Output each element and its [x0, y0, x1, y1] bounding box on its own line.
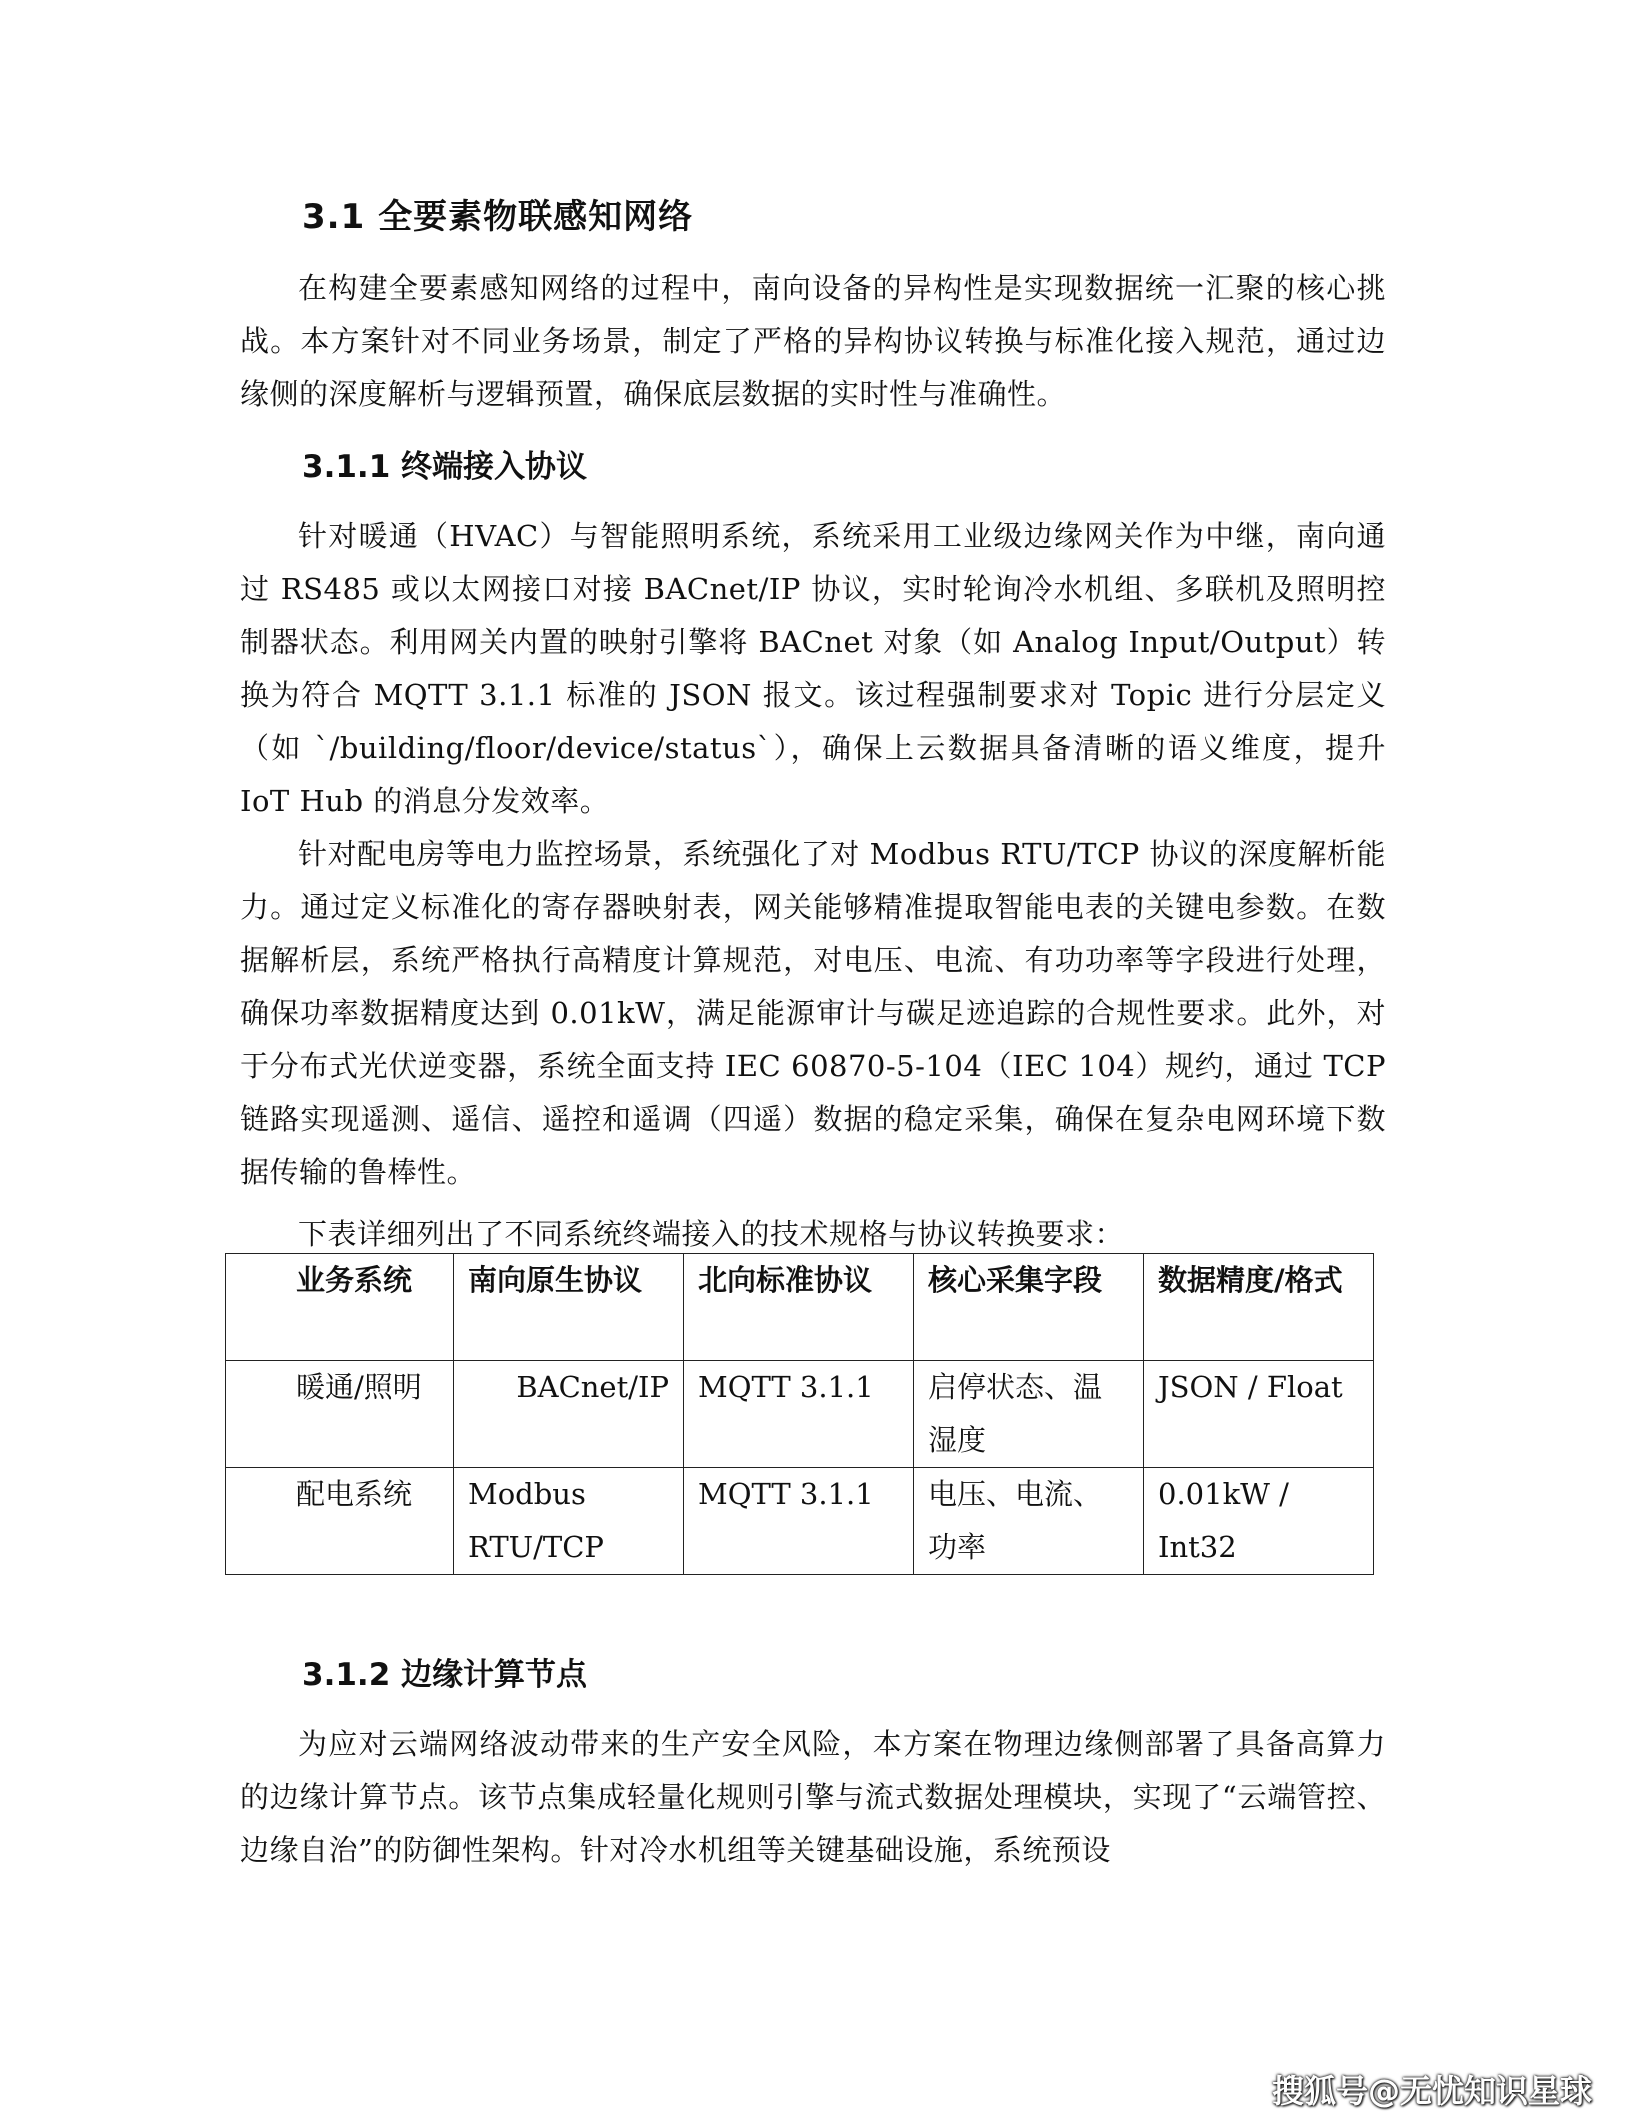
table-header-cell: 南向原生协议 — [454, 1254, 684, 1361]
subsection-title-3-1-1: 3.1.1 终端接入协议 — [302, 449, 588, 485]
table-cell: 启停状态、温湿度 — [914, 1361, 1144, 1468]
table-cell: Modbus RTU/TCP — [454, 1468, 684, 1575]
table-row — [226, 1361, 1374, 1468]
table-header-cell: 北向标准协议 — [684, 1254, 914, 1361]
section-intro-paragraph: 在构建全要素感知网络的过程中，南向设备的异构性是实现数据统一汇聚的核心挑战。本方案针对不同业务场景，制定了严格的异构协议转换与标准化接入规范，通过边缘侧的深度解析与逻辑预置，确保底层数据的实时性与准确性。 — [240, 271, 1386, 411]
edge-node-paragraph: 为应对云端网络波动带来的生产安全风险，本方案在物理边缘侧部署了具备高算力的边缘计算节点。该节点集成轻量化规则引擎与流式数据处理模块，实现了“云端管控、边缘自治”的防御性架构。针对冷水机组等关键基础设施，系统预设 — [240, 1727, 1386, 1867]
watermark: 搜狐号@无忧知识星球 — [1271, 2072, 1592, 2110]
table-row — [226, 1468, 1374, 1575]
table-header-cell: 核心采集字段 — [914, 1254, 1144, 1361]
table-cell: 0.01kW / Int32 — [1144, 1468, 1374, 1575]
table-cell: JSON / Float — [1144, 1361, 1374, 1468]
subsection-title-3-1-2: 3.1.2 边缘计算节点 — [302, 1657, 588, 1693]
table-cell: 电压、电流、功率 — [914, 1468, 1144, 1575]
table-cell: MQTT 3.1.1 — [684, 1468, 914, 1575]
hvac-protocol-paragraph: 针对暖通（HVAC）与智能照明系统，系统采用工业级边缘网关作为中继，南向通过 RS485 或以太网接口对接 BACnet/IP 协议，实时轮询冷水机组、多联机及照明控制器状态。利用网关内置的映射引擎将 BACnet 对象（如 Analog Input/Output）转换为符合 MQTT 3.1.1 标准的 JSON 报文。该过程强制要求对 Topic 进行分层定义（如 `/building/floor/device/status`），确保上云数据具备清晰的语义维度，提升 IoT Hub 的消息分发效率。 — [240, 519, 1386, 818]
table-header-row — [226, 1254, 1374, 1361]
section-title: 3.1 全要素物联感知网络 — [302, 197, 694, 237]
table-cell: 暖通/照明 — [226, 1361, 454, 1468]
table-caption: 下表详细列出了不同系统终端接入的技术规格与协议转换要求： — [298, 1217, 1125, 1251]
table-header-cell: 数据精度/格式 — [1144, 1254, 1374, 1361]
protocol-spec-table — [225, 1253, 1374, 1575]
power-protocol-paragraph: 针对配电房等电力监控场景，系统强化了对 Modbus RTU/TCP 协议的深度解析能力。通过定义标准化的寄存器映射表，网关能够精准提取智能电表的关键电参数。在数据解析层，系统严格执行高精度计算规范，对电压、电流、有功功率等字段进行处理，确保功率数据精度达到 0.01kW，满足能源审计与碳足迹追踪的合规性要求。此外，对于分布式光伏逆变器，系统全面支持 IEC 60870-5-104（IEC 104）规约，通过 TCP 链路实现遥测、遥信、遥控和遥调（四遥）数据的稳定采集，确保在复杂电网环境下数据传输的鲁棒性。 — [240, 837, 1386, 1189]
table-header-cell: 业务系统 — [226, 1254, 454, 1361]
table-cell: MQTT 3.1.1 — [684, 1361, 914, 1468]
table-cell: BACnet/IP — [454, 1361, 684, 1468]
table-cell: 配电系统 — [226, 1468, 454, 1575]
